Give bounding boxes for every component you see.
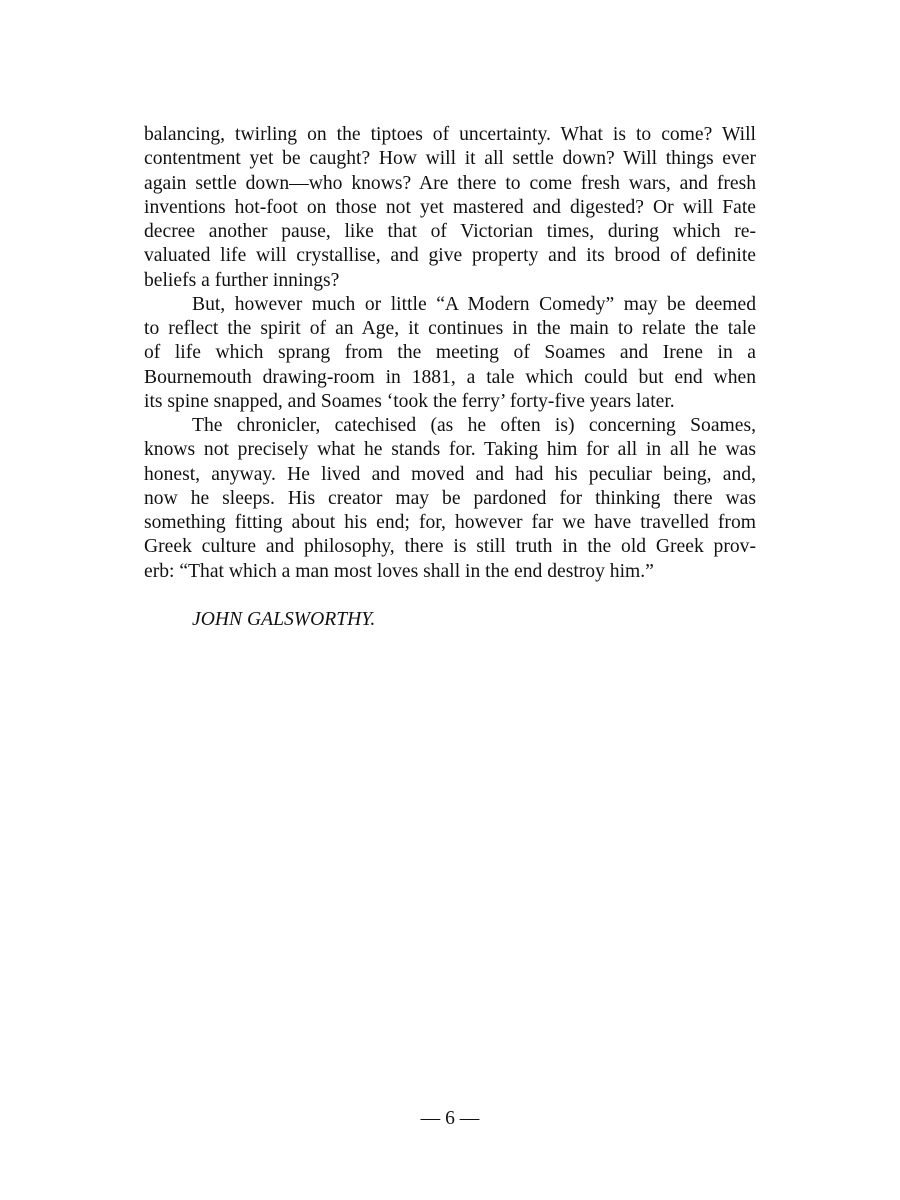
- text-line: of life which sprang from the meeting of Soames and Irene in a: [144, 342, 756, 364]
- text-line: Greek culture and philosophy, there is still truth in the old Greek prov-: [144, 536, 756, 558]
- text-line: But, however much or little “A Modern Comedy” may be deemed: [192, 293, 756, 315]
- text-line: valuated life will crystallise, and give property and its brood of definite: [144, 245, 756, 267]
- page-number: — 6 —: [420, 1108, 480, 1129]
- author-signature: JOHN GALSWORTHY.: [192, 609, 376, 630]
- text-line: honest, anyway. He lived and moved and had his peculiar being, and,: [144, 463, 756, 485]
- text-line: Bournemouth drawing-room in 1881, a tale which could but end when: [144, 366, 756, 388]
- text-line: knows not precisely what he stands for. Taking him for all in all he was: [144, 439, 756, 461]
- text-line: to reflect the spirit of an Age, it continues in the main to relate the tale: [144, 318, 756, 339]
- text-line: something fitting about his end; for, however far we have travelled from: [144, 512, 756, 533]
- text-line: beliefs a further innings?: [144, 269, 340, 291]
- text-line: erb: “That which a man most loves shall in the end destroy him.”: [144, 560, 654, 582]
- body-text: [144, 123, 756, 584]
- text-line: balancing, twirling on the tiptoes of uncertainty. What is to come? Will: [144, 124, 756, 145]
- text-line: its spine snapped, and Soames ‘took the ferry’ forty-five years later.: [144, 390, 675, 412]
- text-line: decree another pause, like that of Victorian times, during which re-: [144, 221, 756, 242]
- text-line: inventions hot-foot on those not yet mastered and digested? Or will Fate: [144, 196, 756, 218]
- text-line: again settle down—who knows? Are there to come fresh wars, and fresh: [144, 172, 756, 194]
- text-line: contentment yet be caught? How will it all settle down? Will things ever: [144, 148, 756, 170]
- text-line: now he sleeps. His creator may be pardoned for thinking there was: [144, 487, 756, 509]
- text-line: The chronicler, catechised (as he often is) concerning Soames,: [192, 415, 756, 436]
